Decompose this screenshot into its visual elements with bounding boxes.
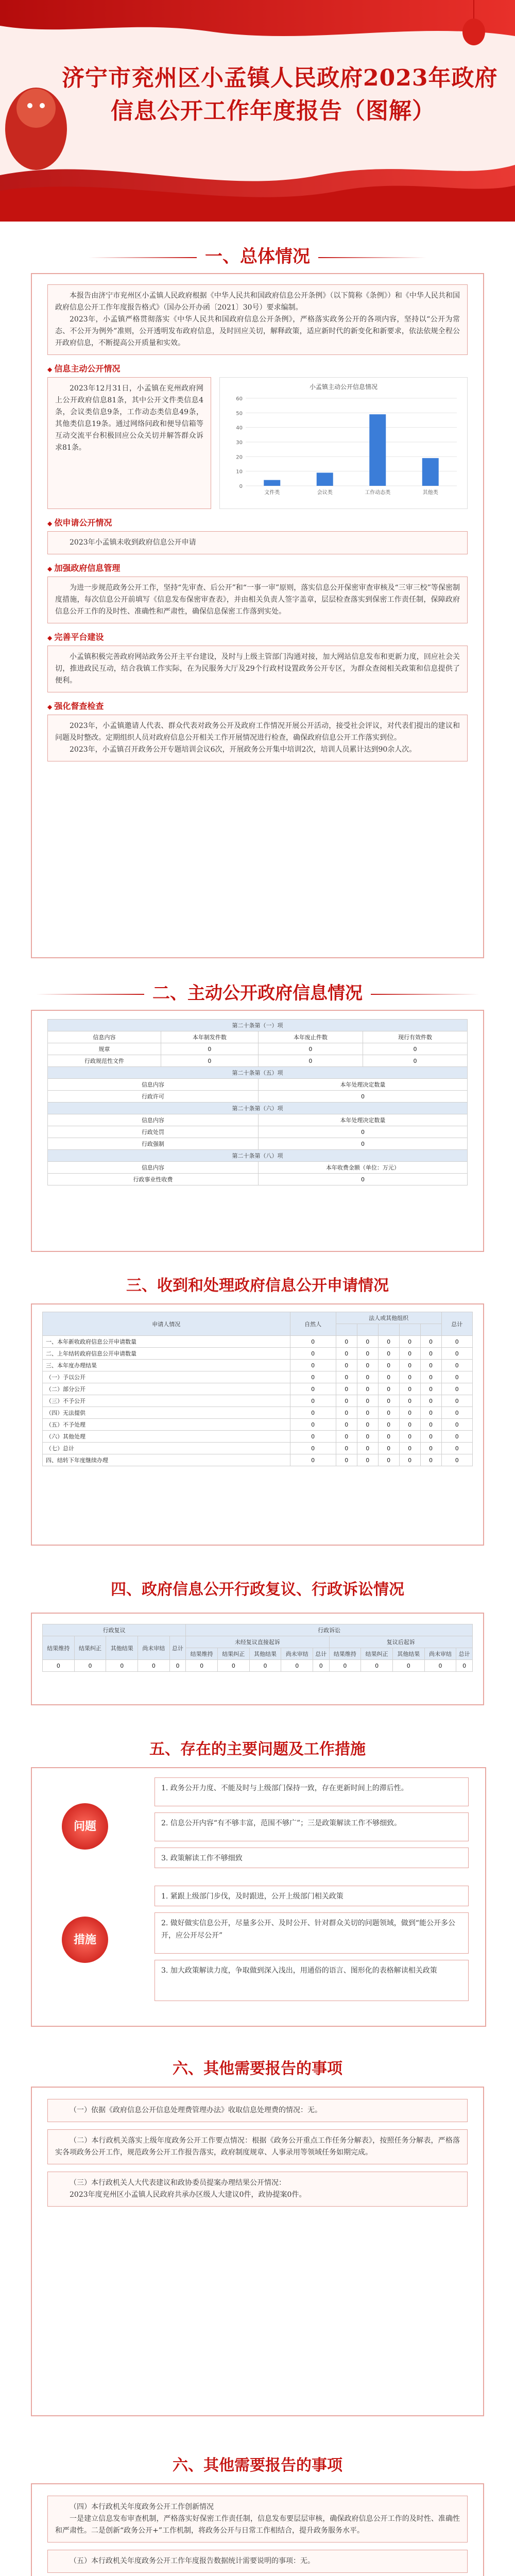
- table-cell: （七）总计: [43, 1443, 290, 1454]
- table-header-cell: 结果维持: [329, 1648, 361, 1660]
- table-cell: 0: [378, 1360, 399, 1371]
- table-3-title: 第二十条第（六）项: [48, 1103, 468, 1114]
- table-header-cell: 结果纠正: [361, 1648, 393, 1660]
- table-row: [43, 1383, 473, 1395]
- table-cell: 0: [357, 1383, 378, 1395]
- table-cell: 0: [378, 1454, 399, 1466]
- table-header-cell: 未经复议直接起诉: [186, 1636, 329, 1648]
- table-header-cell: 复议后起诉: [329, 1636, 472, 1648]
- table-cell: 0: [441, 1443, 472, 1454]
- management-text: 为进一步规范政务公开工作，坚持“先审查、后公开”和“一事一审”原则，落实信息公开保密审查审核及“三审三校”等保密制度措施，每次信息公开前填写《信息发布保密审查表》，并由相关负责人签字盖章，层层检查落实到保密工作责任制，保障政府信息公开工作的及时性、准确性和严肃性，确保信息保密工作落到实处。: [55, 584, 460, 616]
- table-header-cell: 总计: [441, 1312, 472, 1336]
- problem-item-3: 3. 政策解读工作不够细致: [154, 1848, 469, 1868]
- section-1-panel: [31, 273, 484, 958]
- table-row: [43, 1431, 473, 1443]
- active-disclosure-text: 2023年12月31日，小孟镇在兖州政府网上公开政府信息81条，其中公开文件类信息4条，会议类信息9条，工作动态类信息49条，其他类信息19条。通过网络问政和便导信箱等互动交流平台积极回应公众关切并解答群众诉求81条。: [55, 384, 203, 452]
- table-cell: 0: [392, 1660, 424, 1672]
- intro-text-2: 2023年，小孟镇严格贯彻落实《中华人民共和国政府信息公开条例》，严格落实政务公开的各项内容，坚持以“公开为常态、不公开为例外”准则，公开透明发布政府信息，及时回应关切，解释政策，适应新时代的新变化和新要求，依法依规全程公开政府信息，不断提高公开质量和实效。: [55, 315, 460, 347]
- other-item-text: 2023年度兖州区小孟镇人民政府共承办区级人大建议0件，政协提案0件。: [70, 2191, 306, 2199]
- table-cell: 0: [106, 1660, 138, 1672]
- table-cell: 0: [336, 1395, 357, 1407]
- table-cell: 0: [357, 1371, 378, 1383]
- bar: [264, 480, 280, 486]
- table-cell: 0: [336, 1443, 357, 1454]
- active-disclosure-heading: ◆ 信息主动公开情况: [47, 362, 468, 374]
- table-row: [43, 1660, 473, 1672]
- table-cell: 0: [399, 1419, 420, 1431]
- table-cell: 0: [290, 1360, 336, 1371]
- table-cell: 0: [290, 1371, 336, 1383]
- section-6a-heading: 六、其他需要报告的事项: [173, 2060, 342, 2078]
- table-cell: 0: [336, 1383, 357, 1395]
- table-header-cell: 尚未审结: [138, 1636, 170, 1660]
- x-tick-label: 其他类: [422, 490, 438, 496]
- table-cell: 0: [357, 1360, 378, 1371]
- platform-text: 小孟镇积极完善政府网站政务公开主平台建设，及时与上级主管部门沟通对接，加大网站信息发布和更新力度，回应社会关切，推进政民互动，结合我镇工作实际，在为民服务大厅及29个行政村设置政务公开专区，为群众查阅相关政策和信息提供了便利。: [55, 653, 460, 685]
- table-cell: 0: [399, 1431, 420, 1443]
- table-cell: 0: [290, 1336, 336, 1348]
- table-cell: 规章: [48, 1043, 161, 1055]
- table-cell: 0: [441, 1407, 472, 1419]
- table-cell: 0: [378, 1419, 399, 1431]
- table-cell: 0: [336, 1419, 357, 1431]
- table-2-title: 第二十条第（五）项: [48, 1067, 468, 1079]
- platform-heading: ◆ 完善平台建设: [47, 631, 468, 642]
- table-header-cell: 总计: [169, 1636, 186, 1660]
- apply-heading: ◆ 依申请公开情况: [47, 516, 468, 528]
- table-cell: 0: [420, 1348, 441, 1360]
- table-cell: 一、本年新收政府信息公开申请数量: [43, 1336, 290, 1348]
- table-header-cell: 行政诉讼: [186, 1624, 473, 1636]
- table-cell: （六）其他处理: [43, 1431, 290, 1443]
- problem-item-1: 1. 政务公开力度、不能及时与上级部门保持一致，存在更新时间上的滞后性。: [154, 1777, 469, 1806]
- table-cell: 0: [290, 1454, 336, 1466]
- table-cell: 0: [336, 1454, 357, 1466]
- table-header-cell: 结果纠正: [217, 1648, 249, 1660]
- table-cell: 0: [399, 1371, 420, 1383]
- table-cell: （一）予以公开: [43, 1371, 290, 1383]
- table-cell: 0: [258, 1055, 363, 1067]
- section-3-heading: 三、收到和处理政府信息公开申请情况: [126, 1277, 389, 1295]
- table-cell: （二）部分公开: [43, 1383, 290, 1395]
- table-cell: 0: [217, 1660, 249, 1672]
- section-3-panel: [31, 1303, 484, 1546]
- x-tick-label: 会议类: [317, 490, 333, 496]
- table-cell: 0: [363, 1043, 467, 1055]
- table-cell: 0: [290, 1348, 336, 1360]
- table-header-cell: 信息内容: [48, 1031, 161, 1043]
- table-header-cell: 行政复议: [43, 1624, 186, 1636]
- table-cell: 0: [357, 1443, 378, 1454]
- table-cell: 0: [336, 1360, 357, 1371]
- table-cell: 0: [441, 1336, 472, 1348]
- table-cell: 0: [420, 1395, 441, 1407]
- table-cell: 0: [378, 1407, 399, 1419]
- table-cell: 0: [441, 1360, 472, 1371]
- table-cell: 0: [43, 1660, 75, 1672]
- table-header-cell: 其他结果: [392, 1648, 424, 1660]
- problem-item-2: 2. 信息公开内容“有不够丰富，范围不够广”；三是政策解读工作不够细致。: [154, 1812, 469, 1841]
- other-item-text: （五）本行政机关年度政务公开工作年度报告数据统计需要说明的事项：无。: [70, 2557, 315, 2565]
- apply-box: [47, 531, 468, 554]
- table-cell: 0: [281, 1660, 313, 1672]
- table-cell: 0: [441, 1395, 472, 1407]
- table-cell: 0: [378, 1383, 399, 1395]
- table-cell: 0: [420, 1407, 441, 1419]
- section-6b-heading: 六、其他需要报告的事项: [173, 2456, 342, 2475]
- table-header-cell: 本年处理决定数量: [258, 1079, 467, 1091]
- section-4-panel: [31, 1613, 484, 1705]
- table-cell: 0: [186, 1660, 218, 1672]
- table-cell: 0: [420, 1431, 441, 1443]
- y-tick-label: 20: [236, 454, 243, 461]
- table-cell: 三、本年度办理结果: [43, 1360, 290, 1371]
- table-cell: 0: [336, 1371, 357, 1383]
- table-cell: （三）不予公开: [43, 1395, 290, 1407]
- table-cell: 0: [378, 1348, 399, 1360]
- table-header-cell: 本年收费金额（单位：万元）: [258, 1162, 467, 1174]
- table-cell: 0: [336, 1407, 357, 1419]
- other-item-text: （二）本行政机关落实上级年度政务公开工作要点情况：根据《政务公开重点工作任务分解表》，按照任务分解表，严格落实各项政务公开工作，规范政务公开工作报告落实，政府制度规章、人事录用等领域任务如期完成。: [55, 2137, 460, 2157]
- table-cell: 0: [138, 1660, 170, 1672]
- table-4-title: 第二十条第（八）项: [48, 1150, 468, 1162]
- intro-text: 本报告由济宁市兖州区小孟镇人民政府根据《中华人民共和国政府信息公开条例》（以下简称《条例》）和《中华人民共和国政府信息公开工作年度报告格式》（国办公开办函〔2021〕30号）要求编制。: [55, 292, 460, 312]
- other-item-5: [47, 2550, 468, 2573]
- table-cell: 0: [336, 1431, 357, 1443]
- table-cell: 0: [441, 1348, 472, 1360]
- y-tick-label: 40: [236, 425, 243, 431]
- measure-badge: 措施: [62, 1917, 108, 1963]
- x-tick-label: 文件类: [264, 490, 280, 496]
- table-header-cell: 结果维持: [43, 1636, 75, 1660]
- table-header-cell: 总计: [456, 1648, 473, 1660]
- table-cell: 0: [441, 1371, 472, 1383]
- x-tick-label: 工作动态类: [365, 490, 391, 496]
- intro-box: [47, 284, 468, 355]
- table-row: [43, 1419, 473, 1431]
- title-line-1: 济宁市兖州区小孟镇人民政府2023年政府: [62, 65, 498, 91]
- table-cell: 行政规范性文件: [48, 1055, 161, 1067]
- table-cell: 0: [441, 1419, 472, 1431]
- management-heading: ◆ 加强政府信息管理: [47, 562, 468, 573]
- section-6b-panel: [31, 2483, 484, 2576]
- bar: [422, 458, 439, 486]
- table-cell: 0: [399, 1454, 420, 1466]
- table-cell: 0: [357, 1431, 378, 1443]
- table-cell: 0: [378, 1443, 399, 1454]
- table-cell: 0: [161, 1055, 258, 1067]
- other-item-2: [47, 2129, 468, 2164]
- other-item-text: （三）本行政机关人大代表建议和政协委员提案办理结果公开情况：: [70, 2179, 286, 2187]
- table-cell: 0: [258, 1126, 467, 1138]
- table-cell: 0: [424, 1660, 456, 1672]
- y-tick-label: 10: [236, 469, 243, 475]
- section-2-heading: 二、主动公开政府信息情况: [0, 979, 515, 1004]
- table-cell: 0: [74, 1660, 106, 1672]
- table-cell: 0: [258, 1043, 363, 1055]
- table-cell: 0: [357, 1336, 378, 1348]
- other-item-3: [47, 2172, 468, 2207]
- table-cell: 0: [336, 1348, 357, 1360]
- review-lawsuit-table: [42, 1624, 473, 1672]
- measure-item-2: 2. 做好做实信息公开，尽量多公开、及时公开、针对群众关切的问题领域，做到“能公开多公开，应公开尽公开”: [154, 1912, 469, 1954]
- table-header-cell: 结果维持: [186, 1648, 218, 1660]
- table-cell: 0: [363, 1055, 467, 1067]
- table-row: [43, 1371, 473, 1383]
- table-1-title: 第二十条第（一）项: [48, 1020, 468, 1031]
- table-cell: 四、结转下年度继续办理: [43, 1454, 290, 1466]
- bar-chart: [219, 377, 468, 509]
- table-cell: 0: [290, 1443, 336, 1454]
- supervise-text-2: 2023年，小孟镇召开政务公开专题培训会议6次，开展政务公开集中培训2次，培训人员累计达到90余人次。: [70, 745, 417, 754]
- table-header-cell: 信息内容: [48, 1114, 259, 1126]
- measure-item-3: 3. 加大政策解读力度，争取做到深入浅出，用通俗的语言、图形化的表格解读相关政策: [154, 1960, 469, 2001]
- table-header-cell: 本年处理决定数量: [258, 1114, 467, 1126]
- y-tick-label: 0: [239, 484, 243, 489]
- other-item-4: [47, 2496, 468, 2543]
- table-cell: 0: [258, 1138, 467, 1150]
- table-header-cell: 结果纠正: [74, 1636, 106, 1660]
- table-header-cell: 尚未审结: [281, 1648, 313, 1660]
- table-cell: 行政处罚: [48, 1126, 259, 1138]
- table-cell: 0: [441, 1431, 472, 1443]
- table-header-cell: 申请人情况: [43, 1312, 290, 1336]
- section-5-heading: 五、存在的主要问题及工作措施: [149, 1740, 366, 1758]
- measure-item-1: 1. 紧跟上级部门步伐，及时跟进，公开上级部门相关政策: [154, 1886, 469, 1906]
- table-cell: 0: [378, 1431, 399, 1443]
- table-row: [43, 1407, 473, 1419]
- section-4-heading: 四、政府信息公开行政复议、行政诉讼情况: [111, 1581, 404, 1599]
- active-disclosure-box: [47, 377, 211, 509]
- section-2-panel: [31, 1010, 484, 1252]
- table-cell: 0: [357, 1407, 378, 1419]
- table-cell: 0: [378, 1336, 399, 1348]
- management-box: [47, 577, 468, 623]
- table-cell: 0: [420, 1360, 441, 1371]
- supervise-text-1: 2023年，小孟镇邀请人代表、群众代表对政务公开及政府工作情况开展公开活动，接受社会评议，对代表们提出的建议和问题及时整改。定期组织人员对政府信息公开相关工作开展情况进行检查，确保政府信息公开工作落实到位。: [55, 722, 460, 742]
- bar-chart-svg: [220, 378, 467, 506]
- table-cell: 行政许可: [48, 1091, 259, 1103]
- table-cell: 行政事业性收费: [48, 1174, 259, 1185]
- table-cell: 0: [313, 1660, 330, 1672]
- supervise-heading: ◆ 强化督查检查: [47, 700, 468, 711]
- table-cell: 0: [357, 1419, 378, 1431]
- apply-text: 2023年小孟镇未收到政府信息公开申请: [70, 538, 196, 547]
- y-tick-label: 50: [236, 411, 243, 417]
- section-6a-panel: [31, 2087, 484, 2416]
- y-tick-label: 30: [236, 440, 243, 446]
- table-cell: 0: [169, 1660, 186, 1672]
- table-header-cell: 其他结果: [249, 1648, 281, 1660]
- table-row: [43, 1360, 473, 1371]
- table-cell: 0: [357, 1348, 378, 1360]
- title-line-2: 信息公开工作年度报告（图解）: [111, 98, 435, 124]
- table-header-cell: 法人或其他组织: [336, 1312, 441, 1324]
- table-cell: 0: [399, 1360, 420, 1371]
- platform-box: [47, 646, 468, 692]
- table-cell: 0: [420, 1336, 441, 1348]
- table-row: [43, 1454, 473, 1466]
- table-header-cell: 其他结果: [106, 1636, 138, 1660]
- table-cell: 行政强制: [48, 1138, 259, 1150]
- table-cell: 0: [361, 1660, 393, 1672]
- table-cell: 0: [420, 1443, 441, 1454]
- other-item-1: [47, 2099, 468, 2122]
- table-header-cell: 总计: [313, 1648, 330, 1660]
- application-table: [42, 1312, 473, 1466]
- bar: [369, 414, 386, 486]
- table-cell: 0: [399, 1336, 420, 1348]
- table-cell: 0: [420, 1454, 441, 1466]
- table-cell: 0: [456, 1660, 473, 1672]
- table-cell: 0: [378, 1395, 399, 1407]
- active-disclosure-table: [47, 1019, 468, 1185]
- table-cell: 0: [399, 1443, 420, 1454]
- table-header-cell: 现行有效件数: [363, 1031, 467, 1043]
- supervise-box: [47, 715, 468, 761]
- table-cell: 0: [290, 1407, 336, 1419]
- table-cell: 0: [420, 1419, 441, 1431]
- table-cell: 0: [290, 1395, 336, 1407]
- page-title: [62, 62, 498, 128]
- other-item-text: （一）依据《政府信息公开信息处理费管理办法》收取信息处理费的情况：无。: [70, 2106, 322, 2114]
- table-cell: 0: [290, 1383, 336, 1395]
- table-row: [43, 1395, 473, 1407]
- table-cell: 二、上年结转政府信息公开申请数量: [43, 1348, 290, 1360]
- table-cell: 0: [161, 1043, 258, 1055]
- table-cell: 0: [357, 1454, 378, 1466]
- table-cell: 0: [290, 1431, 336, 1443]
- table-cell: （四）无法提供: [43, 1407, 290, 1419]
- table-header-cell: 本年废止件数: [258, 1031, 363, 1043]
- section-1-heading: 一、总体情况: [0, 242, 515, 267]
- table-cell: 0: [290, 1419, 336, 1431]
- table-header-cell: 自然人: [290, 1312, 336, 1336]
- table-cell: 0: [399, 1407, 420, 1419]
- table-cell: 0: [420, 1383, 441, 1395]
- table-cell: 0: [249, 1660, 281, 1672]
- table-cell: 0: [399, 1395, 420, 1407]
- other-item-text: （四）本行政机关年度政务公开工作创新情况: [70, 2503, 214, 2511]
- table-cell: 0: [258, 1174, 467, 1185]
- table-header-cell: 信息内容: [48, 1162, 259, 1174]
- table-cell: 0: [441, 1454, 472, 1466]
- table-cell: 0: [329, 1660, 361, 1672]
- table-header-cell: 本年制发件数: [161, 1031, 258, 1043]
- table-cell: 0: [258, 1091, 467, 1103]
- other-item-text: 一是建立信息发布审查机制，严格落实好保密工作责任制，信息发布要层层审核，确保政府信息公开工作的及时性、准确性和严肃性。二是创新“政务公开+”工作机制，将政务公开与日常工作相结合，提升政务服务水平。: [55, 2515, 460, 2535]
- table-cell: （五）不予处理: [43, 1419, 290, 1431]
- chart-title: 小孟镇主动公开信息情况: [309, 383, 378, 391]
- table-header-cell: 信息内容: [48, 1079, 259, 1091]
- table-cell: 0: [357, 1395, 378, 1407]
- bar: [317, 473, 333, 486]
- table-cell: 0: [378, 1371, 399, 1383]
- table-cell: 0: [336, 1336, 357, 1348]
- table-cell: 0: [420, 1371, 441, 1383]
- table-row: [43, 1348, 473, 1360]
- table-cell: 0: [399, 1383, 420, 1395]
- problem-badge: 问题: [62, 1803, 108, 1850]
- table-row: [43, 1443, 473, 1454]
- lion-icon: [5, 88, 67, 170]
- y-tick-label: 60: [236, 396, 243, 402]
- table-header-cell: 尚未审结: [424, 1648, 456, 1660]
- table-cell: 0: [399, 1348, 420, 1360]
- table-cell: 0: [441, 1383, 472, 1395]
- table-row: [43, 1336, 473, 1348]
